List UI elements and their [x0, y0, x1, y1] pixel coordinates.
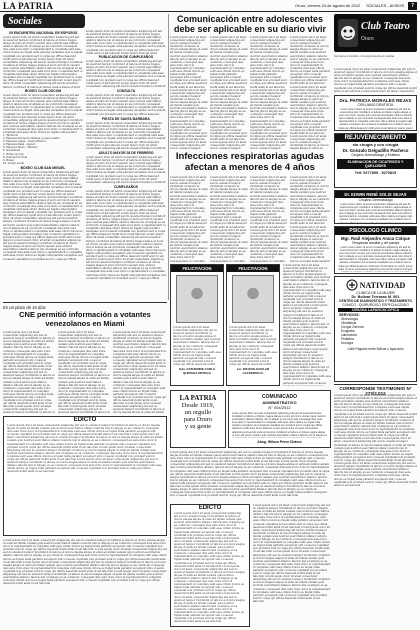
felicitacion-label: FELICITACION [171, 265, 223, 272]
clinic-logo-icon [346, 279, 358, 291]
sociales-column-2 [86, 30, 166, 298]
article-column [250, 36, 288, 150]
ad-subtitle: Terapeuta familiar y de pareja [351, 241, 400, 245]
article-column [113, 331, 167, 413]
ad-surgery: CIRUGIA LAPAROSCOPICA [338, 308, 413, 312]
edicto-body [174, 512, 246, 624]
service-item: Ginecología [341, 317, 359, 321]
edicto-box [3, 416, 167, 536]
comunicado-box [228, 390, 331, 448]
ad-body [338, 246, 413, 272]
felicitacion-card [226, 264, 280, 386]
ad-subtitle: CLINICA DE LA MUJER [356, 291, 395, 295]
comunicado-number: N° 004/2012 [268, 405, 291, 410]
notice-text [170, 451, 331, 501]
services-list [341, 317, 416, 345]
ad-highlight: ELIMINACION DE CICATRICES Y QUELOIDES [337, 159, 414, 169]
sociales-heading: CONSULTA [116, 89, 136, 93]
body-text [86, 122, 166, 150]
sociales-list [3, 134, 83, 165]
list-item: 1. Tamborín [3, 134, 19, 137]
section-rule [334, 384, 417, 385]
testimonio-title: CORRESPONDE TESTIMONIO N° 273/2.012 [339, 386, 412, 396]
list-item: 8. Premiación final [3, 155, 28, 159]
logo-name: Club Teatro [361, 21, 410, 32]
comunicado-title: COMUNICADO [262, 394, 297, 400]
sociales-title: Sociales [8, 15, 42, 27]
ad-detail: Cirujano Dermatólogo y Estético [351, 153, 400, 157]
body-text [86, 30, 166, 54]
dermatologist-ad [334, 190, 417, 224]
felicitacion-card [170, 264, 224, 386]
ad-clinic: CLINICO - QUIRURGICO ESPECIALIZADO [342, 303, 409, 307]
edicto-title: EDICTO [73, 417, 97, 423]
article-column [283, 264, 331, 386]
article-column [170, 36, 208, 150]
ad-title: Dra. PATRICIA MORALES REJAS [339, 98, 412, 103]
page-number: 7 [408, 2, 417, 10]
body-text [3, 171, 83, 261]
edicto-body [7, 424, 163, 532]
body-text [86, 156, 166, 184]
article-column [210, 36, 248, 150]
ad-doctor: Dr. Bolivar Terrazas M. 501 [351, 295, 400, 299]
ad-name: Mgr. Raúl Alejandro Araca Colque [341, 236, 410, 241]
felicitacion-name: Lic. WILSON AGUILAR CALDERON O. [236, 367, 270, 375]
body-text [86, 60, 166, 88]
service-item: Laboratorio [341, 333, 358, 337]
sociales-heading: FIESTA DE SANTA BARBARA [102, 117, 150, 121]
ad-title: Dr. EDWIN RENÉ SOLIS SEJAS [335, 191, 416, 198]
column-divider [168, 14, 169, 300]
section-rule [3, 302, 167, 303]
comunicado-signoff: Abog. Wilson Pérez Chávez [257, 440, 302, 444]
club-teatro-logo [334, 14, 417, 52]
legal-notice-text [3, 539, 167, 627]
list-item: 5. Esposos Terán - Mamani [3, 146, 38, 150]
logo-graphic [334, 14, 417, 52]
promo-line: para Oruro [183, 416, 213, 423]
comunicado-body [232, 412, 327, 438]
section-label: SOCIALES - AVISOS [366, 3, 405, 8]
service-item: Ecografía [341, 329, 355, 333]
ad-body [338, 203, 413, 223]
list-item: 3. Esposos Lopez - Guerra Blanco [3, 140, 47, 144]
felicitacion-text [229, 326, 277, 366]
list-item: 9. Boxeo [3, 158, 15, 162]
issue-date: Oruro, viernes 24 de agosto de 2012 [295, 3, 361, 8]
ad-title: PSICOLOGO CLINICO [335, 227, 416, 235]
felicitacion-name: Srta. KATHERINE CARLA QUIROGA ORTEGA [178, 367, 216, 375]
notice-body [334, 68, 417, 92]
article-column [170, 176, 208, 262]
ad-phone: Telf. 5277895 - 5270819 [354, 171, 397, 175]
promo-line: un orgullo [184, 409, 212, 416]
article-column [58, 331, 110, 413]
sociales-heading: BOXEO CLUB OSCOM [24, 89, 62, 93]
list-item: 4. Esposos Daza - Ayaviri [3, 143, 36, 147]
second-headline: Infecciones respiratorias agudas afectan a menores de 4 años [175, 151, 325, 173]
testimonio-body [334, 394, 417, 627]
main-headline: Comunicación entre adolescentes debe ser aplicable en su diario vivir [173, 14, 327, 34]
promo-line: Desde 1919, [181, 402, 215, 409]
service-item: Pediatría [341, 337, 354, 341]
article-column [250, 176, 288, 262]
small-notice: Se busca a hombre con experiencia en ventas [334, 55, 395, 58]
ad-title: REJUVENECIMIENTO [335, 134, 416, 142]
article-column [210, 176, 248, 262]
sociales-heading: PUBLICACION DE CUMPLEAÑOS [98, 55, 154, 59]
sociales-heading: CUMPLEAÑOS [113, 185, 139, 189]
portrait-photo [176, 275, 218, 323]
masthead: LA PATRIA [3, 0, 54, 11]
ad-address: Calle Pagador entre Bolívar y Ayacucho [347, 347, 404, 351]
list-item: 7. Trofeo al club [3, 152, 24, 156]
la-patria-promo [170, 390, 226, 448]
ad-center: CENTRO DE DIAGNOSTICO Y TRATAMIENTO [339, 299, 412, 303]
list-item: 10. Grupo social [3, 161, 25, 165]
ad-doctor: Dr. Gonzalo Delgadillo Pacheco [342, 148, 409, 153]
felicitacion-text [173, 326, 221, 366]
article-kicker: En un plazo de 15 días [3, 305, 46, 310]
page-header [0, 0, 420, 12]
lower-left-headline: CNE permitió información a votantes venezolanos en Miami [19, 310, 151, 328]
felicitacion-label: FELICITACION [227, 265, 279, 272]
sociales-heading: BOXEO CLUB SAN MIGUEL [20, 165, 66, 170]
body-text [86, 190, 166, 280]
ad-subtitle: CIRUJANO DENTISTA [357, 103, 394, 107]
body-text [86, 94, 166, 116]
ad-subtitle: Cirujano Dermatólogo [358, 198, 393, 202]
edicto-title: EDICTO [198, 505, 222, 511]
service-item: Obstetricia [341, 321, 357, 325]
bottom-edicto-box [170, 504, 250, 627]
list-item: 6. Ganadores [3, 149, 21, 153]
sociales-heading: VII ENCUENTRO NACIONAL DE ESPOSOS [8, 31, 78, 35]
sociales-heading: ADULTO MAYOR 28 DE FEBRERO [98, 151, 154, 155]
ad-header [335, 279, 416, 291]
notice-text [253, 504, 331, 627]
ad-title: NATIVIDAD [359, 280, 406, 290]
sociales-banner [3, 14, 85, 28]
psychologist-ad [334, 226, 417, 274]
service-item: Cirugía General [341, 325, 364, 329]
list-item: 2. Esposos Armando Valdivia y Juana Castro [3, 137, 60, 141]
promo-line: y su gente [184, 423, 212, 430]
article-column [290, 176, 330, 262]
portrait-photo [232, 275, 274, 323]
promo-line: LA PATRIA [179, 394, 217, 402]
service-item: Urología [341, 341, 354, 345]
dentist-ad [334, 95, 417, 131]
ad-subtitle: sin cirugía y con cirugía [352, 142, 399, 147]
ad-body [338, 108, 413, 130]
article-column [3, 331, 55, 413]
body-text [3, 94, 83, 134]
comunicado-subtitle: ADMINISTRATIVO [262, 400, 297, 405]
logo-city: Oruro [361, 36, 374, 42]
body-text [3, 36, 83, 88]
sociales-column-1 [3, 30, 83, 298]
rejuvenecimiento-ad [334, 133, 417, 188]
article-column [290, 36, 330, 150]
natividad-clinic-ad [334, 276, 417, 382]
ad-services-title: SERVICIOS: [339, 313, 360, 317]
